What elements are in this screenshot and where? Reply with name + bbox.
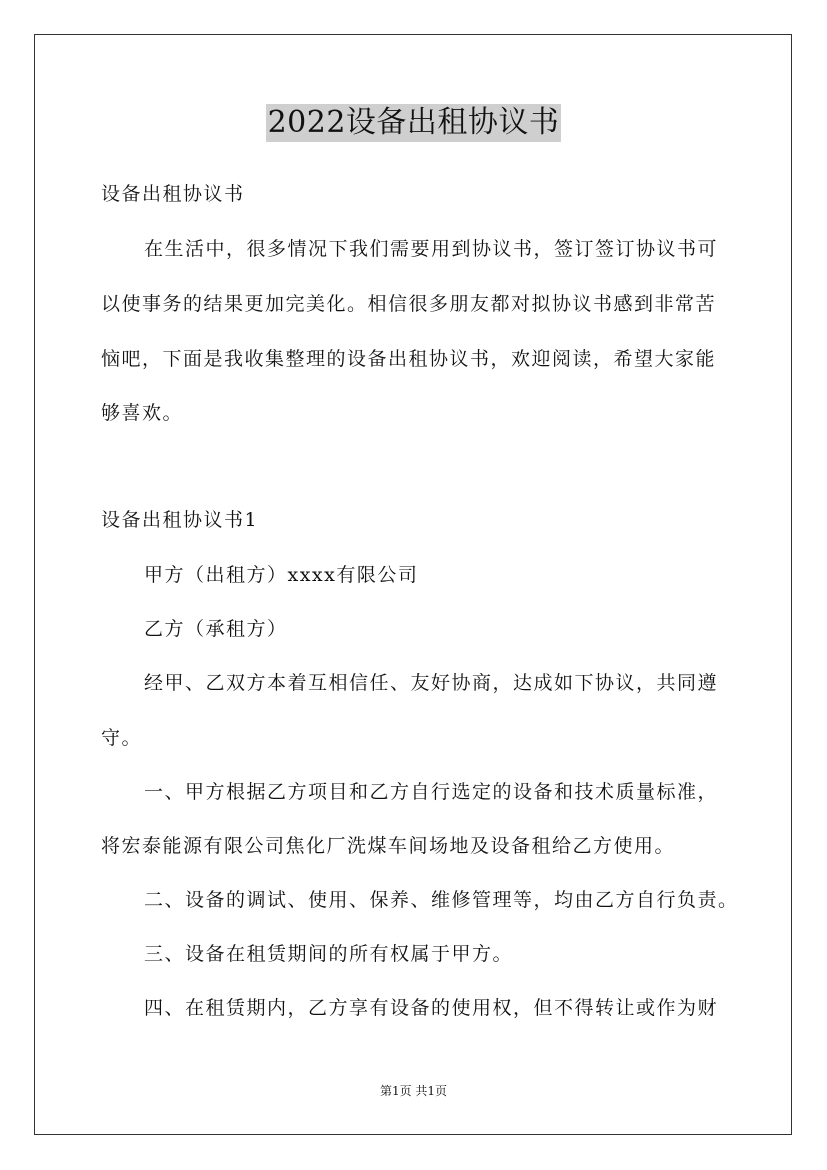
party-a: 甲方（出租方）xxxx有限公司: [144, 564, 419, 586]
intro-line-3: 恼吧，下面是我收集整理的设备出租协议书，欢迎阅读，希望大家能: [101, 348, 717, 370]
agreement-line-2: 守。: [101, 727, 143, 749]
party-b: 乙方（承租方）: [144, 618, 288, 640]
document-title: 2022设备出租协议书: [267, 105, 560, 140]
agreement-line-1: 经甲、乙双方本着互相信任、友好协商，达成如下协议，共同遵: [144, 672, 719, 694]
title-container: [0, 104, 827, 142]
clause-2: 二、设备的调试、使用、保养、维修管理等，均由乙方自行负责。: [144, 889, 739, 911]
intro-line-1: 在生活中，很多情况下我们需要用到协议书，签订签订协议书可: [144, 238, 719, 260]
clause-3: 三、设备在租赁期间的所有权属于甲方。: [144, 943, 514, 965]
clause-1-line-2: 将宏泰能源有限公司焦化厂洗煤车间场地及设备租给乙方使用。: [101, 835, 676, 857]
intro-line-4: 够喜欢。: [101, 402, 184, 424]
clause-4-line-1: 四、在租赁期内，乙方享有设备的使用权，但不得转让或作为财: [144, 997, 719, 1019]
page-footer: 第1页 共1页: [379, 1084, 448, 1098]
intro-line-2: 以使事务的结果更加完美化。相信很多朋友都对拟协议书感到非常苦: [101, 293, 717, 315]
document-subtitle: 设备出租协议书: [101, 183, 245, 205]
section-heading: 设备出租协议书1: [101, 509, 259, 531]
clause-1-line-1: 一、甲方根据乙方项目和乙方自行选定的设备和技术质量标准，: [144, 781, 719, 803]
